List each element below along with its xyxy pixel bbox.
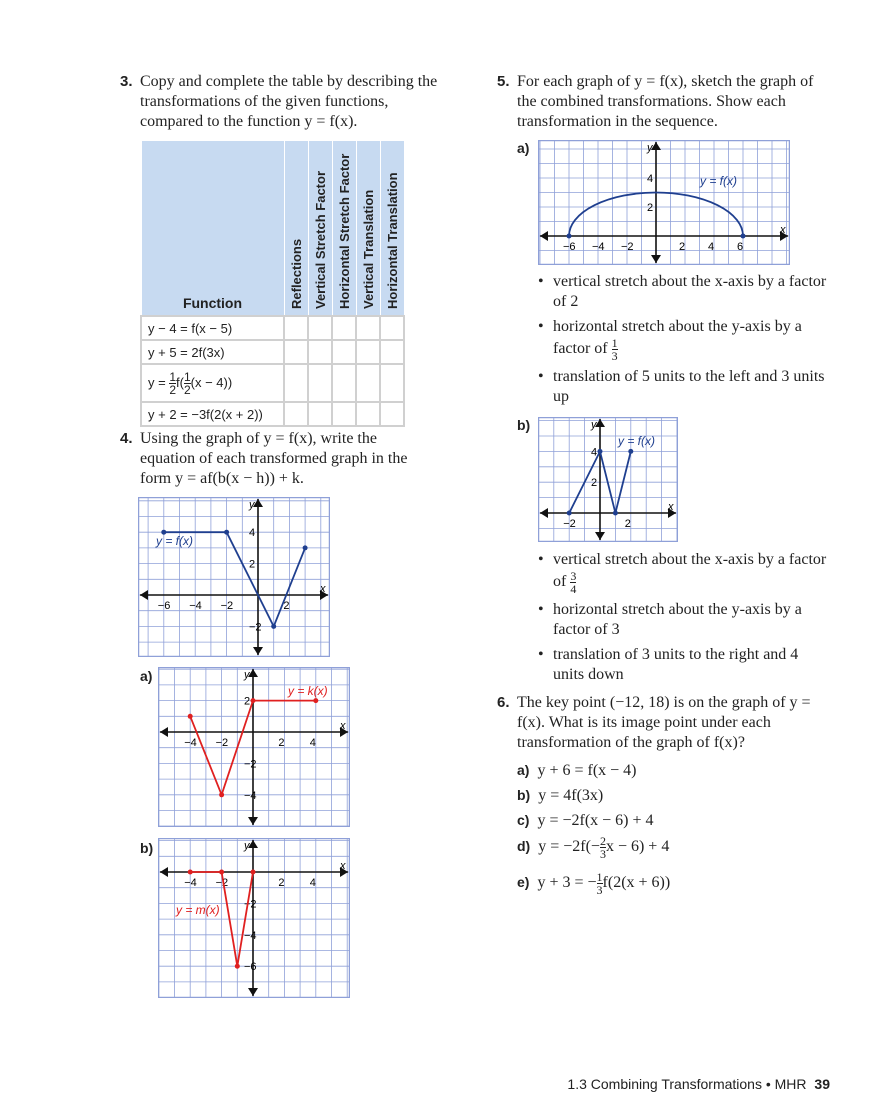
answer-cell[interactable] (380, 316, 404, 340)
graph-m (158, 838, 350, 998)
y-axis-label: y (647, 142, 653, 154)
header-vertical-stretch: Vertical Stretch Factor (308, 141, 332, 317)
header-reflections: Reflections (284, 141, 308, 317)
x-tick-label: 2 (278, 737, 285, 749)
x-axis-label: x (340, 720, 346, 732)
key-point (613, 511, 618, 516)
graph-border (139, 498, 330, 657)
bullet-text: translation of 5 units to the left and 3 units up (553, 368, 825, 405)
x-tick-label: −2 (220, 600, 234, 612)
function-label: y = m(x) (176, 903, 220, 917)
key-point (313, 698, 318, 703)
function-label: y = f(x) (156, 534, 194, 548)
key-point (303, 545, 308, 550)
y-tick-label: 2 (249, 558, 256, 571)
y-tick-label: −2 (244, 758, 257, 771)
header-horizontal-stretch: Horizontal Stretch Factor (332, 141, 356, 317)
y-tick-label: 2 (244, 695, 251, 708)
part-a-label: a) (140, 668, 153, 684)
x-tick-label: −4 (189, 600, 202, 612)
answer-cell[interactable] (380, 364, 404, 402)
key-point (567, 511, 572, 516)
table-row (141, 340, 404, 364)
key-point (271, 624, 276, 629)
x-axis-label: x (668, 501, 674, 513)
answer-cell[interactable] (308, 402, 332, 426)
header-horizontal-translation: Horizontal Translation (380, 141, 404, 317)
answer-cell[interactable] (332, 364, 356, 402)
answer-cell[interactable] (308, 364, 332, 402)
x-tick-label: 2 (624, 518, 631, 530)
key-point (235, 964, 240, 969)
y-tick-label: 4 (249, 527, 256, 540)
x-tick-label: 2 (679, 241, 686, 253)
y-tick-label: −2 (244, 898, 257, 911)
y-axis-label: y (249, 499, 255, 511)
y-axis-label: y (244, 840, 250, 852)
table-row (141, 402, 404, 426)
answer-cell[interactable] (356, 364, 380, 402)
key-point (628, 449, 633, 454)
answer-cell[interactable] (332, 402, 356, 426)
table-row (141, 364, 404, 402)
answer-cell[interactable] (284, 364, 308, 402)
y-tick-label: 2 (647, 202, 654, 214)
x-tick-label: −2 (215, 737, 229, 749)
graph-border (539, 141, 790, 265)
x-tick-label: −4 (592, 241, 605, 253)
key-point (251, 870, 256, 875)
y-axis-label: y (244, 669, 250, 681)
x-axis-label: x (340, 860, 346, 872)
answer-cell[interactable] (380, 340, 404, 364)
x-axis-label: x (320, 583, 326, 595)
x-tick-label: −2 (621, 241, 634, 253)
x-tick-label: −6 (563, 241, 576, 253)
graph-k (158, 667, 350, 827)
page-footer (567, 1076, 830, 1092)
function-header (141, 141, 284, 317)
q5b-bullets: • vertical stretch about the x-axis by a factor of $\frac{3}{4}$ • horizontal stretch about the y-axis by a factor of 3 • translation of 3 units to the right and 4 units down (538, 551, 827, 683)
key-point (741, 234, 746, 239)
graph-5b (538, 417, 678, 542)
answer-cell[interactable] (356, 340, 380, 364)
key-point (219, 870, 224, 875)
bullet-text: horizontal stretch about the y-axis by a factor of 3 (553, 601, 802, 638)
answer-cell[interactable] (332, 340, 356, 364)
x-tick-label: −4 (184, 877, 197, 889)
answer-cell[interactable] (284, 402, 308, 426)
function-cell: y − 4 = f(x − 5) (141, 316, 284, 340)
q5b-label: b) (517, 417, 531, 433)
q5-text: For each graph of y = f(x), sketch the graph of the combined transformations. Show each transformation in the sequence. (517, 73, 814, 130)
answer-cell[interactable] (308, 316, 332, 340)
q5a-bullets: • vertical stretch about the x-axis by a factor of 2 • horizontal stretch about the y-axis by a factor of $\frac{1}{3}$ • translation of 5 units to the left and 3 units up (538, 273, 827, 405)
bullet-text: vertical stretch about the x-axis by a factor of 2 (553, 273, 827, 310)
y-tick-label: −2 (249, 621, 262, 634)
x-tick-label: −6 (157, 600, 171, 612)
key-point (598, 449, 603, 454)
y-tick-label: 2 (591, 477, 598, 490)
key-point (188, 870, 193, 875)
key-point (224, 530, 229, 535)
function-label: y = f(x) (700, 174, 738, 188)
answer-cell[interactable] (284, 316, 308, 340)
y-tick-label: 4 (647, 173, 654, 185)
graph-border (159, 839, 350, 998)
y-tick-label: −6 (244, 961, 257, 974)
bullet-text: vertical stretch about the x-axis by a factor of (553, 551, 827, 591)
key-point (567, 234, 572, 239)
function-cell: y = $\frac{1}{2}$ f( $\frac{1}{2}$ (x − 4)) (141, 364, 284, 402)
key-point (251, 698, 256, 703)
function-cell: y + 2 = −3f(2(x + 2)) (141, 402, 284, 426)
answer-cell[interactable] (284, 340, 308, 364)
x-tick-label: 6 (737, 241, 744, 253)
x-tick-label: −4 (184, 737, 197, 749)
header-vertical-translation: Vertical Translation (356, 141, 380, 317)
answer-cell[interactable] (356, 316, 380, 340)
x-tick-label: 2 (283, 600, 290, 612)
x-tick-label: 4 (708, 241, 715, 253)
function-label: y = k(x) (288, 684, 328, 698)
x-tick-label: −2 (563, 518, 576, 530)
y-tick-label: −4 (244, 929, 257, 942)
answer-cell[interactable] (380, 402, 404, 426)
q3-number: 3. (120, 73, 133, 90)
answer-cell[interactable] (332, 316, 356, 340)
key-point (219, 792, 224, 797)
table-row (141, 316, 404, 340)
footer-text: 1.3 Combining Transformations • MHR (567, 1076, 807, 1092)
function-cell: y + 5 = 2f(3x) (141, 340, 284, 364)
y-axis-label: y (591, 419, 597, 431)
q6-text: The key point (−12, 18) is on the graph of y = f(x). What is its image point under each transformation of the graph of f(x)? (517, 694, 811, 751)
bullet-text: translation of 3 units to the right and 4 units down (553, 646, 799, 683)
y-tick-label: −4 (244, 789, 257, 802)
q3-text: Copy and complete the table by describing the transformations of the given functions, compared to the function y = f(x). (140, 73, 438, 130)
answer-cell[interactable] (308, 340, 332, 364)
function-header-label: Function (182, 295, 243, 311)
x-axis-label: x (780, 224, 786, 236)
x-tick-label: 4 (309, 877, 316, 889)
bullet-text: horizontal stretch about the y-axis by a factor of (553, 318, 802, 358)
q6-items: a) y + 6 = f(x − 4) b) y = 4f(3x) c) y = −2f(x − 6) + 4 d) y = −2f(− $\frac{2}{3}$ x − 6) + 4 e) y + 3 = − $\frac{1}{3}$ f(2(x + 6)) (517, 762, 671, 897)
q4-number: 4. (120, 430, 133, 447)
q5a-label: a) (517, 140, 530, 156)
q5-number: 5. (497, 73, 510, 90)
transformation-table (140, 140, 405, 427)
function-label: y = f(x) (618, 434, 656, 448)
page-number: 39 (814, 1076, 830, 1092)
part-b-label: b) (140, 840, 154, 856)
q6-number: 6. (497, 694, 510, 711)
graph-f (138, 497, 330, 657)
graph-5a (538, 140, 790, 265)
q4-text: Using the graph of y = f(x), write the equation of each transformed graph in the form y = af(b(x − h)) + k. (140, 430, 408, 487)
x-tick-label: −2 (215, 877, 229, 889)
answer-cell[interactable] (356, 402, 380, 426)
x-tick-label: 4 (309, 737, 316, 749)
x-tick-label: 2 (278, 877, 285, 889)
key-point (188, 714, 193, 719)
y-tick-label: 4 (591, 446, 598, 459)
